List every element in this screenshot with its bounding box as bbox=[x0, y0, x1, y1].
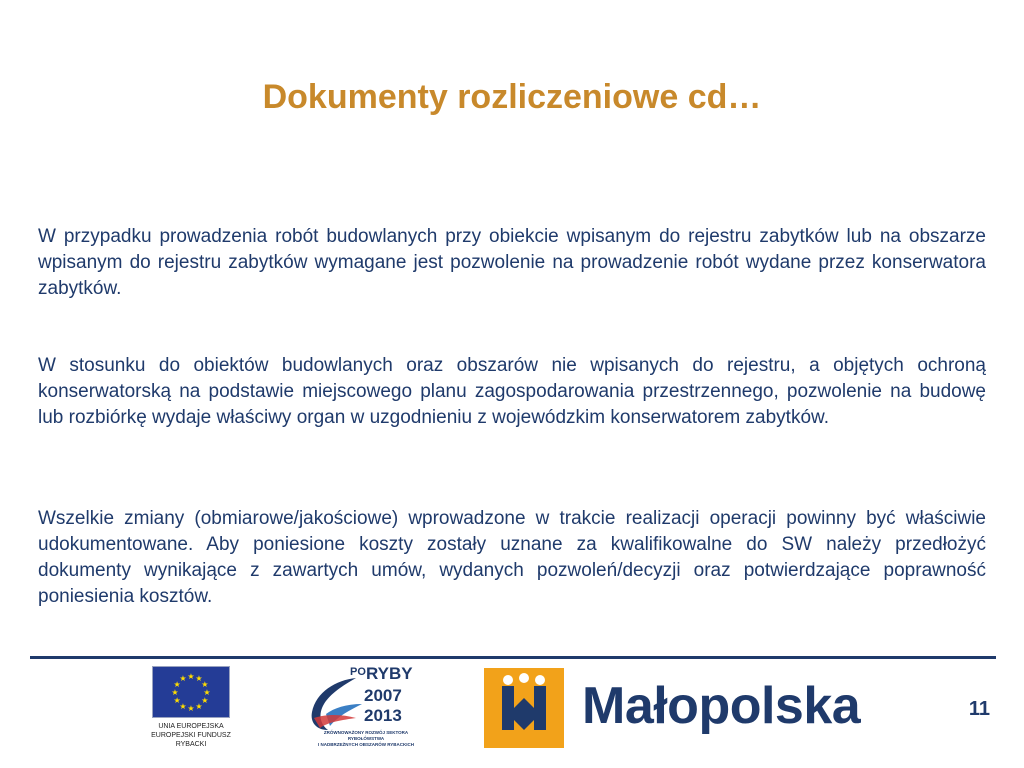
eu-caption-line: EUROPEJSKI FUNDUSZ bbox=[151, 732, 231, 739]
po-ryby-name: RYBY bbox=[366, 664, 413, 683]
eu-caption-line: RYBACKI bbox=[175, 741, 207, 748]
eu-star-icon: ★ bbox=[179, 701, 187, 711]
po-ryby-caption-line: ZRÓWNOWAŻONY ROZWÓJ SEKTORA RYBOŁÓWSTWA bbox=[323, 730, 409, 741]
po-ryby-logo bbox=[306, 664, 424, 754]
po-ryby-caption-line: I NADBRZEŻNYCH OBSZARÓW RYBACKICH bbox=[317, 742, 415, 747]
eu-caption bbox=[146, 722, 236, 749]
po-ryby-swoosh-icon bbox=[306, 674, 366, 734]
po-ryby-po-text: PO bbox=[350, 666, 366, 678]
eu-star-icon: ★ bbox=[171, 688, 179, 697]
po-ryby-year-start: 2007 bbox=[364, 686, 402, 705]
po-ryby-caption bbox=[308, 730, 424, 748]
eu-star-icon: ★ bbox=[187, 704, 195, 713]
eu-star-icon: ★ bbox=[195, 674, 203, 684]
page-number: 11 bbox=[968, 698, 990, 720]
eu-star-icon: ★ bbox=[179, 674, 187, 684]
malopolska-logo bbox=[484, 668, 870, 748]
eu-flag-icon bbox=[152, 666, 230, 718]
malopolska-wordmark: Małopolska bbox=[582, 677, 861, 735]
paragraph-heritage-permit: W przypadku prowadzenia robót budowlanych przy obiekcie wpisanym do rejestru zabytków lub na obszarze wpisanym do rejestru zabytków wymagane jest pozwolenie na prowadzenie robót wydane przez konserwatora zabytków. bbox=[38, 226, 986, 299]
eu-star-icon: ★ bbox=[173, 696, 181, 705]
eu-star-icon: ★ bbox=[173, 680, 181, 689]
paragraph-building-permit: W stosunku do obiektów budowlanych oraz obszarów nie wpisanych do rejestru, a objętych ochroną konserwatorską na podstawie miejscowego planu zagospodarowania przestrzennego, pozwolenie na budowę lub rozbiórkę wydaje właściwy organ w uzgodnieniu z wojewódzkim konserwatorem zabytków. bbox=[38, 355, 986, 428]
po-ryby-year-end: 2013 bbox=[364, 706, 402, 725]
eu-star-icon: ★ bbox=[203, 688, 211, 697]
eu-star-icon: ★ bbox=[195, 701, 203, 711]
eu-star-icon: ★ bbox=[201, 696, 209, 705]
malopolska-emblem-icon bbox=[484, 668, 564, 748]
paragraph-changes-documentation: Wszelkie zmiany (obmiarowe/jakościowe) wprowadzone w trakcie realizacji operacji powinny być właściwie udokumentowane. Aby poniesione koszty zostały uznane za kwalifikowalne do SW należy przedłożyć dokumenty wynikające z zawartych umów, wydanych pozwoleń/decyzji oraz potwierdzające poprawność poniesienia kosztów. bbox=[38, 508, 986, 607]
eu-star-icon: ★ bbox=[201, 680, 209, 689]
footer-divider bbox=[30, 656, 996, 659]
slide-title: Dokumenty rozliczeniowe cd… bbox=[262, 78, 762, 116]
eu-star-icon: ★ bbox=[187, 672, 195, 681]
eu-logo bbox=[146, 666, 236, 754]
eu-caption-line: UNIA EUROPEJSKA bbox=[158, 723, 224, 730]
